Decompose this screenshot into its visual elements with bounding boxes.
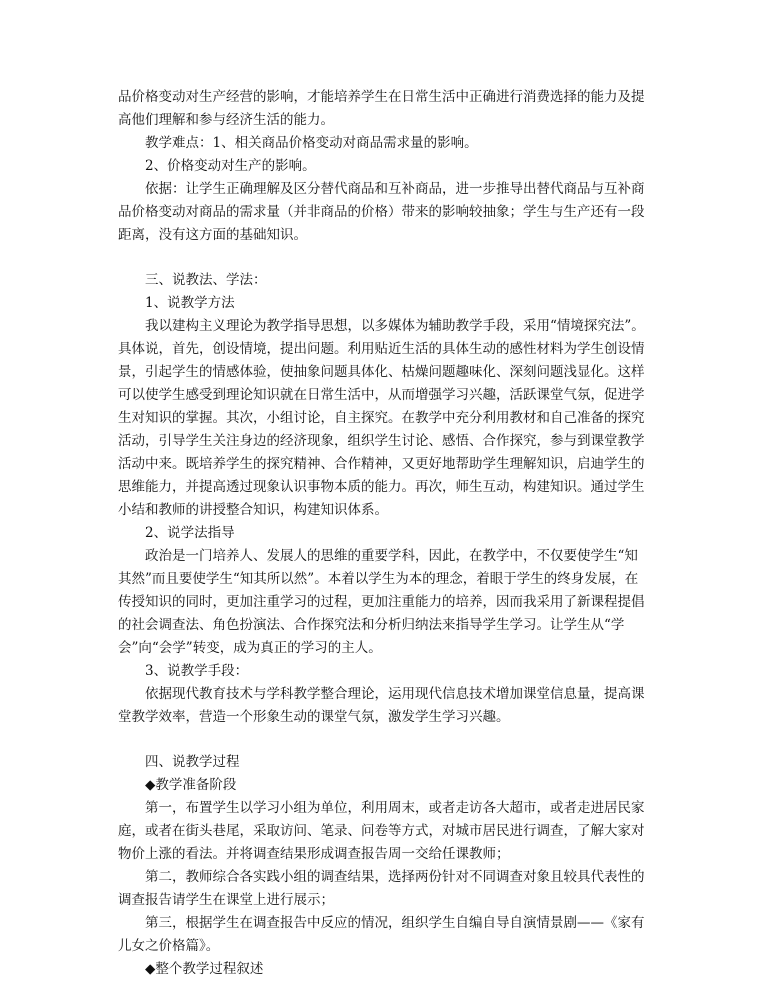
subsection-heading: 2、说学法指导 bbox=[145, 525, 235, 541]
text-line: 会”向“会学”转变，成为真正的学习的主人。 bbox=[118, 640, 382, 656]
text-line: 高他们理解和参与经济生活的能力。 bbox=[118, 112, 334, 128]
text-line: 生对知识的掌握。其次，小组讨论，自主探究。在教学中充分利用教材和自己准备的探究 bbox=[118, 410, 645, 426]
text-line: 品价格变动对生产经营的影响，才能培养学生在日常生活中正确进行消费选择的能力及提 bbox=[118, 89, 645, 105]
text-line: 依据现代教育技术与学科教学整合理论，运用现代信息技术增加课堂信息量，提高课 bbox=[145, 686, 645, 702]
text-line: 政治是一门培养人、发展人的思维的重要学科，因此，在教学中，不仅要使学生“知 bbox=[145, 548, 638, 564]
text-line: 景，引起学生的情感体验，使抽象问题具体化、枯燥问题趣味化、深刻问题浅显化。这样 bbox=[118, 364, 645, 380]
text-line: 的社会调查法、角色扮演法、合作探究法和分析归纳法来指导学生学习。让学生从“学 bbox=[118, 617, 625, 633]
bullet-heading: ◆教学准备阶段 bbox=[145, 777, 237, 793]
subsection-heading: 1、说教学方法 bbox=[145, 295, 235, 311]
section-heading: 三、说教法、学法： bbox=[145, 272, 267, 288]
text-line: 具体说，首先，创设情境，提出问题。利用贴近生活的具体生动的感性材料为学生创设情 bbox=[118, 341, 645, 357]
subsection-heading: 3、说教学手段： bbox=[145, 663, 249, 679]
document-body bbox=[118, 86, 654, 981]
text-line: 堂教学效率，营造一个形象生动的课堂气氛，激发学生学习兴趣。 bbox=[118, 709, 510, 725]
text-line: 庭，或者在街头巷尾，采取访问、笔录、问卷等方式，对城市居民进行调查，了解大家对 bbox=[118, 823, 645, 839]
text-line: 我以建构主义理论为教学指导思想，以多媒体为辅助教学手段，采用“情境探究法”。 bbox=[145, 318, 645, 334]
text-line: 活动中来。既培养学生的探究精神、合作精神，又更好地帮助学生理解知识，启迪学生的 bbox=[118, 456, 645, 472]
text-line: 小结和教师的讲授整合知识，构建知识体系。 bbox=[118, 502, 388, 518]
text-line: 传授知识的同时，更加注重学习的过程，更加注重能力的培养，因而我采用了新课程提倡 bbox=[118, 594, 645, 610]
blank-line bbox=[118, 247, 654, 269]
text-line: 第二，教师综合各实践小组的调查结果，选择两份针对不同调查对象且较具代表性的 bbox=[145, 869, 645, 885]
text-line: 其然”而且要使学生“知其所以然”。本着以学生为本的理念，着眼于学生的终身发展，在 bbox=[118, 571, 639, 587]
text-line: 儿女之价格篇》。 bbox=[118, 938, 220, 954]
text-line: 物价上涨的看法。并将调查结果形成调查报告周一交给任课教师； bbox=[118, 846, 510, 862]
text-line: 调查报告请学生在课堂上进行展示； bbox=[118, 892, 334, 908]
text-line: 教学难点：1、相关商品价格变动对商品需求量的影响。 bbox=[145, 135, 478, 151]
text-line: 品价格变动对商品的需求量（并非商品的价格）带来的影响较抽象；学生与生产还有一段 bbox=[118, 204, 645, 220]
text-line: 可以使学生感受到理论知识就在日常生活中，从而增强学习兴趣，活跃课堂气氛，促进学 bbox=[118, 387, 645, 403]
text-line: 第一，布置学生以学习小组为单位，利用周末，或者走访各大超市，或者走进居民家 bbox=[145, 800, 645, 816]
blank-line bbox=[118, 729, 654, 751]
bullet-heading: ◆整个教学过程叙述 bbox=[145, 961, 264, 977]
text-line: 2、价格变动对生产的影响。 bbox=[145, 158, 316, 174]
text-line: 活动，引导学生关注身边的经济现象，组织学生讨论、感悟、合作探究，参与到课堂教学 bbox=[118, 433, 645, 449]
text-line: 距离，没有这方面的基础知识。 bbox=[118, 227, 307, 243]
text-line: 思维能力，并提高透过现象认识事物本质的能力。再次，师生互动，构建知识。通过学生 bbox=[118, 479, 645, 495]
text-line: 第三，根据学生在调查报告中反应的情况，组织学生自编自导自演情景剧——《家有 bbox=[145, 915, 645, 931]
section-heading: 四、说教学过程 bbox=[145, 754, 240, 770]
text-line: 依据：让学生正确理解及区分替代商品和互补商品，进一步推导出替代商品与互补商 bbox=[145, 181, 645, 197]
